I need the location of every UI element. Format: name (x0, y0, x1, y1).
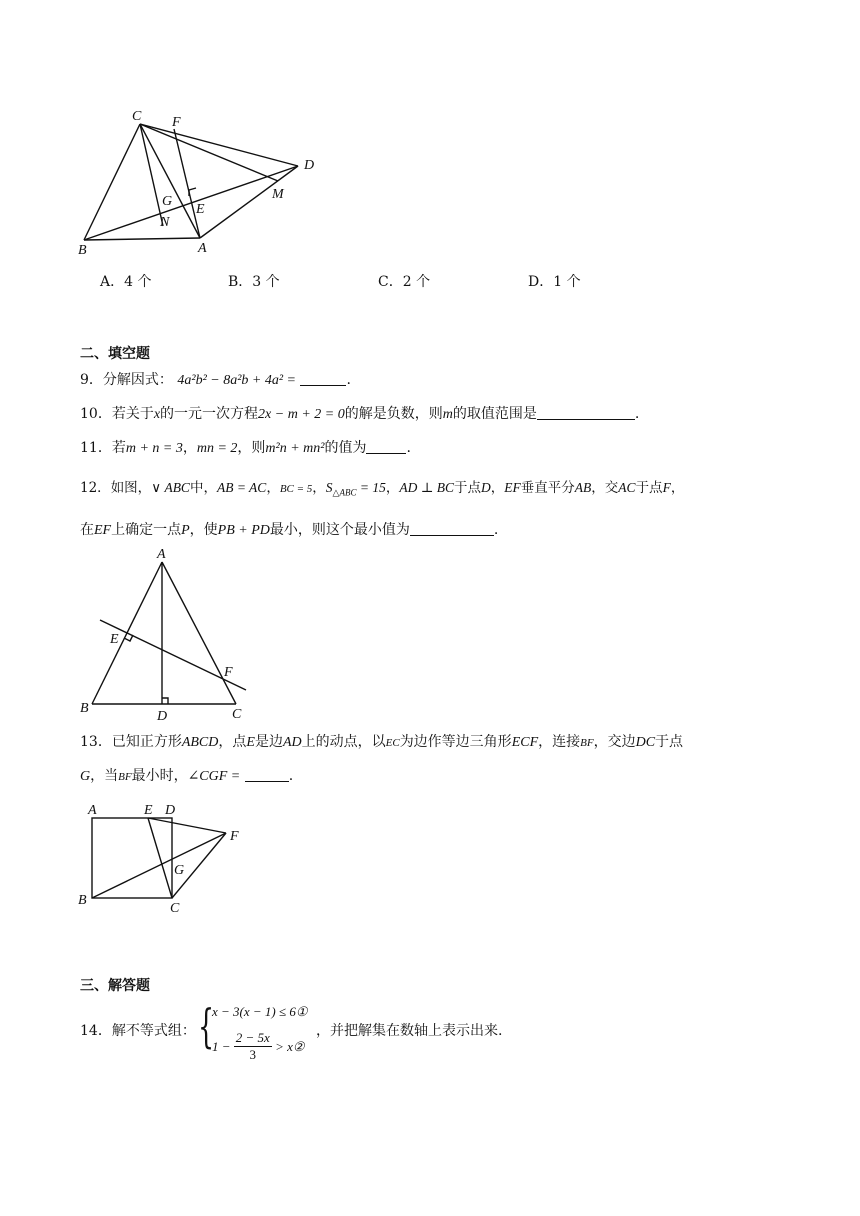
label-b: B (78, 893, 87, 908)
answer-blank-12[interactable] (410, 521, 494, 536)
label-a: A (157, 547, 166, 562)
label-a: A (198, 241, 207, 256)
label-e: E (110, 632, 119, 647)
question-12-line2: 在EF上确定一点P，使PB + PD最小，则这个最小值为 . (80, 522, 499, 538)
label-c: C (232, 707, 242, 722)
label-e: E (196, 202, 205, 217)
seg-cb (84, 124, 140, 240)
label-d: D (157, 709, 168, 724)
label-n: N (160, 215, 170, 230)
seg-ca (140, 124, 200, 238)
figure-q12 (76, 540, 256, 724)
seg-cd (140, 124, 298, 166)
question-13-line1: 13．已知正方形ABCD，点E是边AD上的动点，以EC为边作等边三角形ECF，连接BF，交边DC于点 (80, 734, 684, 750)
section-title-solve: 三、解答题 (80, 978, 150, 994)
label-b: B (80, 701, 89, 716)
label-f: F (172, 115, 181, 130)
question-10: 10．若关于x的一元一次方程2x − m + 2 = 0的解是负数，则m的取值范围是 . (80, 406, 640, 422)
question-11: 11．若m + n = 3，mn = 2，则m²n + mn²的值为 . (80, 440, 411, 456)
answer-blank-10[interactable] (537, 405, 635, 420)
seg-ec (148, 818, 172, 898)
question-13-line2: G，当BF最小时，∠CGF = . (80, 768, 294, 784)
question-14-label: 14．解不等式组： (80, 1023, 196, 1039)
label-g: G (162, 194, 173, 209)
label-b: B (78, 243, 87, 258)
answer-blank-13[interactable] (245, 767, 289, 782)
question-12-line1: 12．如图，∨ ABC中，AB = AC，BC = 5，$S_{\triangle ABC} = 15$，AD ⊥ BC于点D，EF垂直平分AB，交AC于点F， (80, 480, 685, 498)
label-a: A (88, 803, 97, 818)
label-m: M (272, 187, 284, 202)
seg-bf (92, 833, 226, 898)
label-c: C (170, 901, 180, 916)
option-c[interactable]: C．2 个 (378, 274, 431, 290)
seg-ad (200, 166, 298, 238)
section-title-fill-blank: 二、填空题 (80, 346, 150, 362)
label-f: F (224, 665, 233, 680)
answer-blank-11[interactable] (366, 439, 406, 454)
option-a[interactable]: A．4 个 (100, 274, 152, 290)
figure-q8 (70, 100, 330, 260)
right-angle-mark-d (162, 698, 168, 704)
question-9: 9．分解因式： 4a²b² − 8a²b + 4a² = . (80, 372, 351, 388)
answer-blank-9[interactable] (300, 371, 346, 386)
inequality-2: 1 − $\frac{2 - 5x}{3}$ > x② (212, 1030, 305, 1062)
question-14-instruction: ，并把解集在数轴上表示出来. (316, 1023, 503, 1039)
option-d[interactable]: D．1 个 (528, 274, 581, 290)
figure-q13 (74, 796, 250, 916)
seg-ef (148, 818, 226, 833)
label-c: C (132, 109, 142, 124)
seg-fa (174, 129, 200, 238)
label-e: E (144, 803, 153, 818)
seg-ba (84, 238, 200, 240)
label-d: D (165, 803, 176, 818)
label-g: G (174, 863, 185, 878)
label-f: F (230, 829, 239, 844)
option-b[interactable]: B．3 个 (228, 274, 280, 290)
seg-cm (140, 124, 278, 181)
seg-cn (140, 124, 163, 226)
inequality-1: x − 3(x − 1) ≤ 6① (212, 1004, 308, 1019)
system-brace: { (198, 999, 215, 1053)
seg-ac (162, 562, 236, 704)
label-d: D (304, 158, 315, 173)
